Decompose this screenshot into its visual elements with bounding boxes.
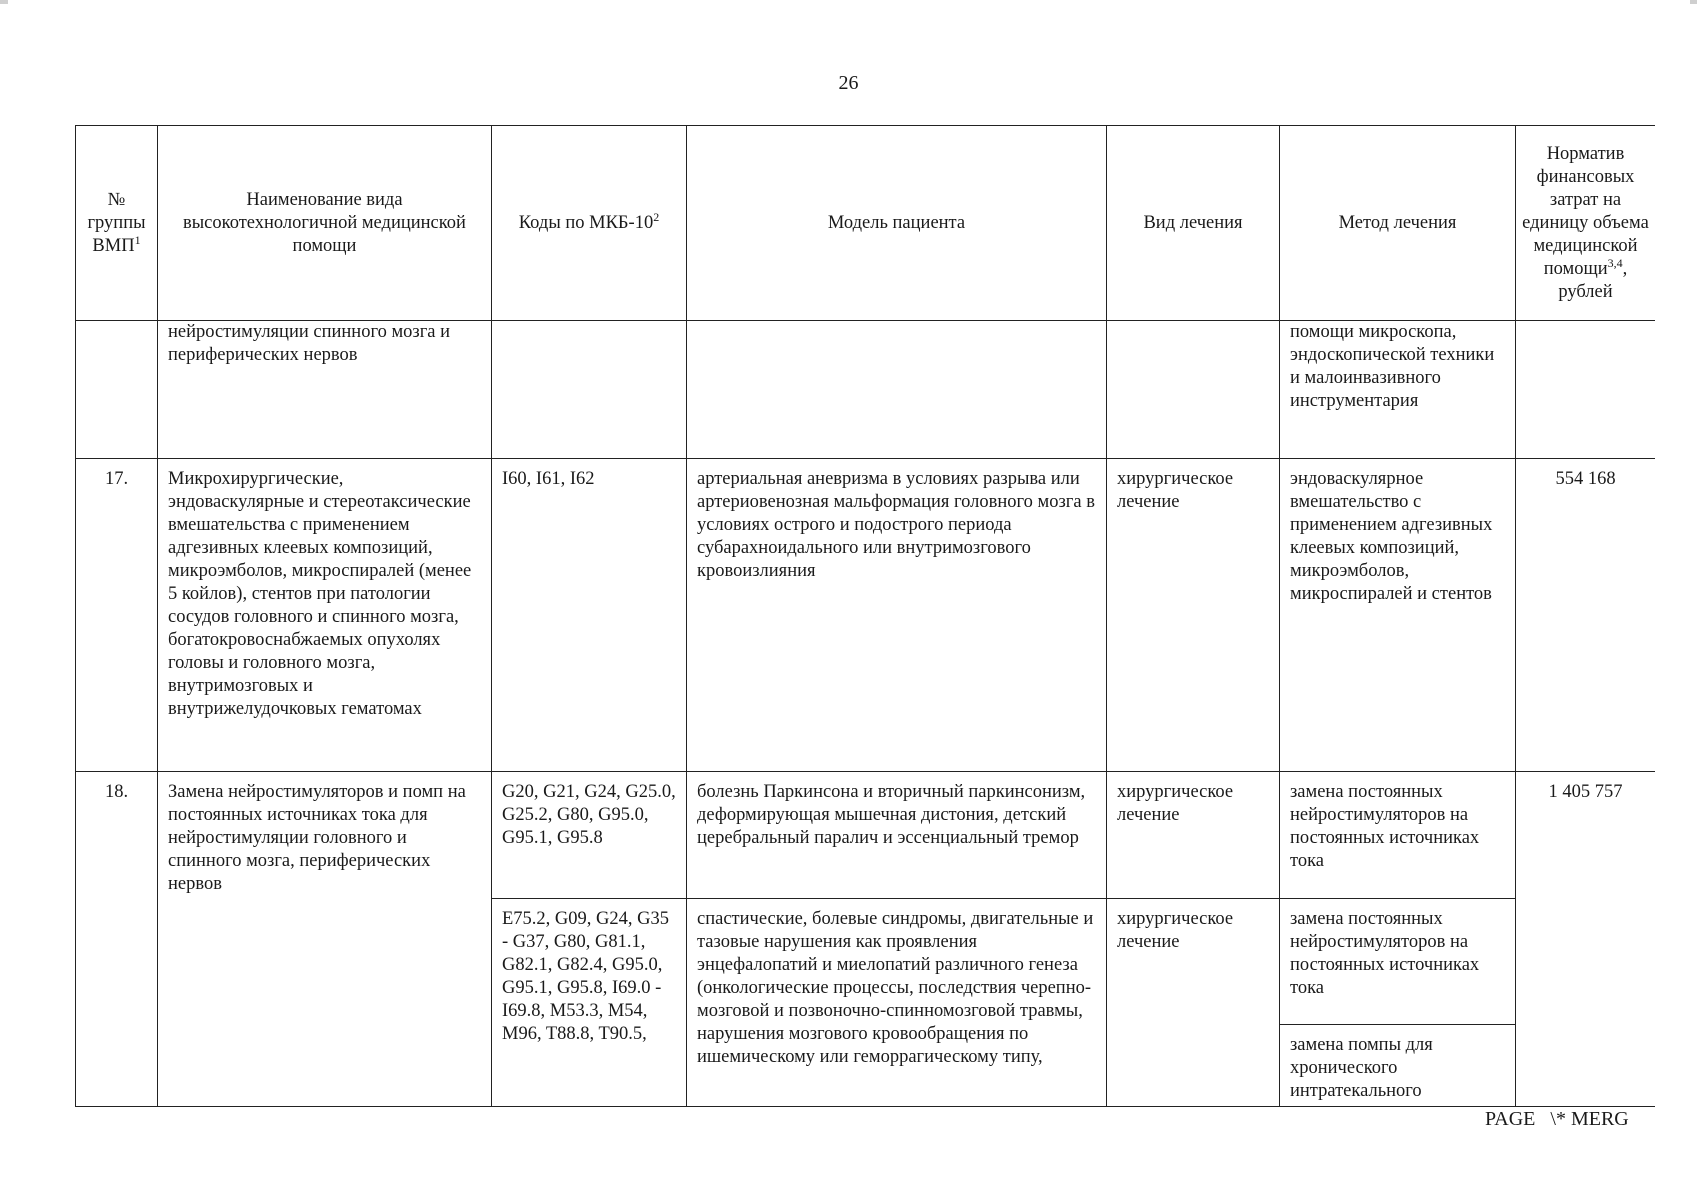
scan-edge-left — [0, 0, 8, 4]
cell-name: Замена нейростимуляторов и помп на постоянных источниках тока для нейростимуляции головного и спинного мозга, периферических нервов — [158, 772, 492, 1108]
cell-num: 18. — [76, 772, 158, 1108]
cell-treatment — [1107, 321, 1280, 459]
cell-num: 17. — [76, 459, 158, 772]
cell-norm: 1 405 757 — [1516, 772, 1656, 1108]
cell-treatment: хирургическое лечение — [1107, 899, 1280, 1108]
cell-method: замена помпы для хронического интратекального — [1280, 1025, 1516, 1108]
cell-model — [687, 321, 1107, 459]
table-row-continuation — [76, 321, 1656, 459]
cell-method: замена постоянных нейростимуляторов на постоянных источниках тока — [1280, 899, 1516, 1025]
header-cost-norm: Норматив финансовых затрат на единицу объема медицинской помощи$^{3,4}$, рублей — [1516, 126, 1656, 321]
header-patient-model: Модель пациента — [687, 126, 1107, 321]
cell-model: спастические, болевые синдромы, двигательные и тазовые нарушения как проявления энцефалопатий и миелопатий различного генеза (онкологические процессы, последствия черепно-мозговой и позвоночно-спинномозговой травмы, нарушения мозгового кровообращения по ишемическому или геморрагическому типу, — [687, 899, 1107, 1108]
cell-codes — [492, 321, 687, 459]
cell-name: нейростимуляции спинного мозга и периферических нервов — [158, 321, 492, 459]
cell-name: Микрохирургические, эндоваскулярные и стереотаксические вмешательства с применением адгезивных клеевых композиций, микроэмболов, микроспиралей (менее 5 койлов), стентов при патологии сосудов головного и спинного мозга, богатокровоснабжаемых опухолях головы и головного мозга, внутримозговых и внутрижелудочковых гематомах — [158, 459, 492, 772]
page-footer-field: PAGE \* MERG — [1485, 1108, 1629, 1130]
cell-model: артериальная аневризма в условиях разрыва или артериовенозная мальформация головного мозга в условиях острого и подострого периода субарахноидального или внутримозгового кровоизлияния — [687, 459, 1107, 772]
cell-num — [76, 321, 158, 459]
page-number: 26 — [838, 72, 859, 94]
header-treatment-type: Вид лечения — [1107, 126, 1280, 321]
cell-codes: I60, I61, I62 — [492, 459, 687, 772]
vmp-table-container — [75, 125, 1655, 1107]
cell-codes: E75.2, G09, G24, G35 - G37, G80, G81.1, G82.1, G82.4, G95.0, G95.1, G95.8, I69.0 - I69.8, M53.3, M54, M96, T88.8, T90.5, — [492, 899, 687, 1108]
header-vmp-name: Наименование вида высокотехнологичной медицинской помощи — [158, 126, 492, 321]
header-icd-codes: Коды по МКБ-$10^2$ — [492, 126, 687, 321]
vmp-table — [75, 125, 1655, 1107]
cell-method: эндоваскулярное вмешательство с применением адгезивных клеевых композиций, микроэмболов, микроспиралей и стентов — [1280, 459, 1516, 772]
cell-codes: G20, G21, G24, G25.0, G25.2, G80, G95.0, G95.1, G95.8 — [492, 772, 687, 899]
table-row-18 — [76, 772, 1656, 899]
cell-treatment: хирургическое лечение — [1107, 772, 1280, 899]
cell-method: помощи микроскопа, эндоскопической техники и малоинвазивного инструментария — [1280, 321, 1516, 459]
cell-method: замена постоянных нейростимуляторов на постоянных источниках тока — [1280, 772, 1516, 899]
table-row-17 — [76, 459, 1656, 772]
table-header-row — [76, 126, 1656, 321]
header-treatment-method: Метод лечения — [1280, 126, 1516, 321]
cell-treatment: хирургическое лечение — [1107, 459, 1280, 772]
cell-norm: 554 168 — [1516, 459, 1656, 772]
header-group-number: № группы ВМП$^1$ — [76, 126, 158, 321]
cell-norm — [1516, 321, 1656, 459]
scan-edge-right — [1690, 0, 1697, 4]
cell-model: болезнь Паркинсона и вторичный паркинсонизм, деформирующая мышечная дистония, детский церебральный паралич и эссенциальный тремор — [687, 772, 1107, 899]
